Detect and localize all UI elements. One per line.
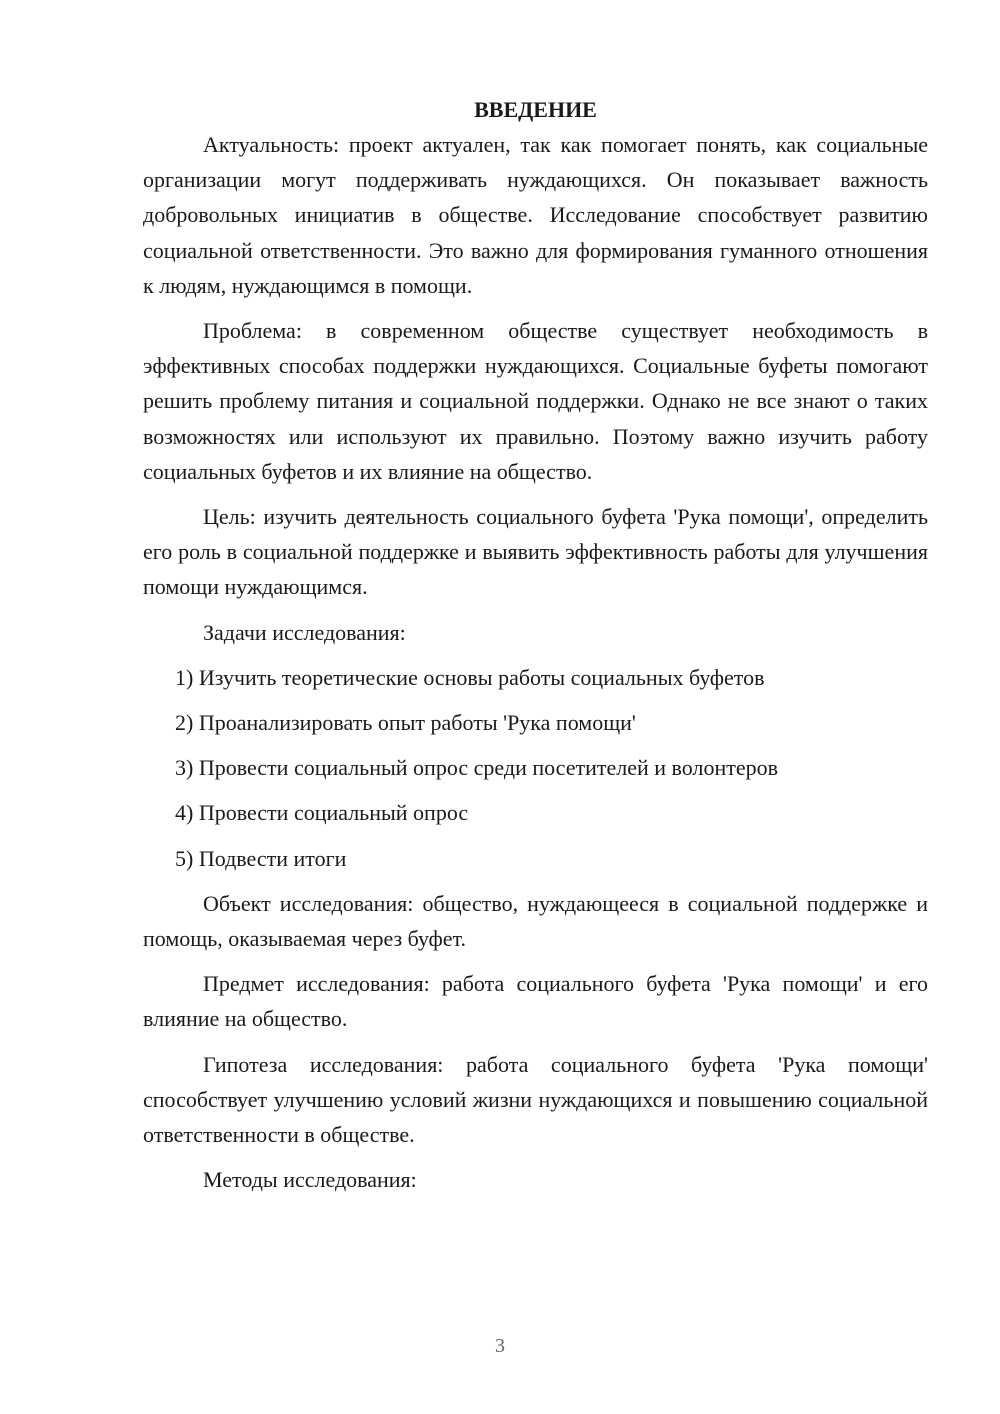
paragraph-goal: Цель: изучить деятельность социального буфета 'Рука помощи', определить его роль в социальной поддержке и выявить эффективность работы для улучшения помощи нуждающимся. bbox=[143, 504, 928, 600]
list-item: 1) Изучить теоретические основы работы социальных буфетов bbox=[175, 664, 765, 690]
paragraph-object: Объект исследования: общество, нуждающееся в социальной поддержке и помощь, оказываемая через буфет. bbox=[143, 890, 928, 952]
methods-title: Методы исследования: bbox=[203, 1167, 417, 1193]
paragraph-relevance: Актуальность: проект актуален, так как помогает понять, как социальные организации могут поддерживать нуждающихся. Он показывает важность добровольных инициатив в обществе. Исследование способствует развитию социальной ответственности. Это важно для формирования гуманного отношения к людям, нуждающимся в помощи. bbox=[143, 132, 928, 298]
page-title: ВВЕДЕНИЕ bbox=[474, 97, 597, 122]
list-item: 2) Проанализировать опыт работы 'Рука помощи' bbox=[175, 710, 636, 736]
list-item: 3) Провести социальный опрос среди посетителей и волонтеров bbox=[175, 755, 778, 781]
tasks-title: Задачи исследования: bbox=[203, 619, 406, 645]
page-number: 3 bbox=[495, 1335, 505, 1357]
paragraph-hypothesis: Гипотеза исследования: работа социального буфета 'Рука помощи' способствует улучшению условий жизни нуждающихся и повышению социальной ответственности в обществе. bbox=[143, 1051, 928, 1148]
paragraph-subject: Предмет исследования: работа социального буфета 'Рука помощи' и его влияние на общество. bbox=[143, 971, 928, 1032]
tasks-list bbox=[143, 660, 928, 876]
list-item: 5) Подвести итоги bbox=[175, 845, 347, 871]
document-page bbox=[143, 92, 928, 1207]
list-item: 4) Провести социальный опрос bbox=[175, 800, 469, 826]
paragraph-problem: Проблема: в современном обществе существует необходимость в эффективных способах поддержки нуждающихся. Социальные буфеты помогают решить проблему питания и социальной поддержки. Однако не все знают о таких возможностях или используют их правильно. Поэтому важно изучить работу социальных буфетов и их влияние на общество. bbox=[143, 318, 928, 484]
